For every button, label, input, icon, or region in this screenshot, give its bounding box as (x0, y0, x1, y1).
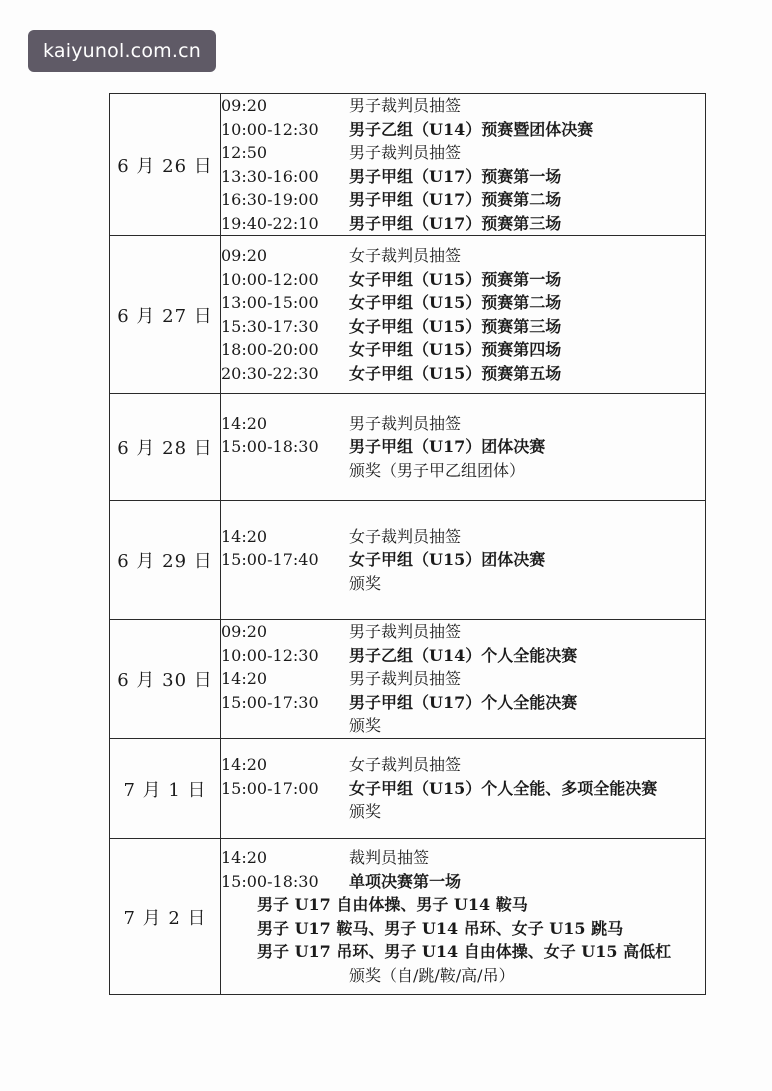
event-name: 男子乙组（U14）预赛暨团体决赛 (349, 119, 594, 139)
event-name: 单项决赛第一场 (349, 871, 462, 891)
schedule-row (110, 94, 706, 236)
event-name: 男子甲组（U17）预赛第二场 (349, 190, 562, 209)
event-time: 14:20 (221, 669, 268, 689)
date-cell: 7 月 2 日 (110, 839, 221, 995)
event-name: 男子裁判员抽签 (349, 669, 462, 689)
event-line (221, 212, 705, 236)
event-time: 14:20 (221, 413, 268, 433)
event-name: 男子甲组（U17）个人全能决赛 (349, 692, 578, 712)
event-line (221, 548, 705, 572)
event-time: 15:00-18:30 (221, 437, 319, 457)
events-cell (221, 236, 706, 394)
schedule-row (110, 501, 706, 620)
event-name: 男子裁判员抽签 (349, 622, 462, 642)
event-time: 10:00-12:30 (221, 119, 319, 139)
event-name: 裁判员抽签 (349, 848, 430, 867)
event-name: 颁奖 (349, 716, 382, 736)
event-name: 女子甲组（U15）预赛第二场 (349, 293, 562, 312)
date-cell: 7 月 1 日 (110, 739, 221, 839)
event-time: 16:30-19:00 (221, 190, 319, 209)
date-cell: 6 月 27 日 (110, 236, 221, 394)
event-line (221, 800, 705, 824)
event-line (221, 291, 705, 315)
event-time: 09:20 (221, 622, 268, 642)
event-line (221, 964, 705, 988)
event-name: 男子裁判员抽签 (349, 413, 462, 433)
schedule-row (110, 839, 706, 995)
event-name: 女子甲组（U15）预赛第四场 (349, 340, 562, 359)
event-time: 09:20 (221, 246, 268, 265)
schedule-row (110, 236, 706, 394)
event-name: 女子甲组（U15）团体决赛 (349, 550, 546, 570)
schedule-row (110, 620, 706, 739)
event-name: 颁奖 (349, 573, 382, 593)
event-time (221, 800, 349, 824)
event-line (221, 315, 705, 339)
date-cell: 6 月 26 日 (110, 94, 221, 236)
schedule-table (109, 93, 706, 995)
event-line (221, 714, 705, 738)
event-time: 15:00-17:40 (221, 550, 319, 570)
events-cell (221, 620, 706, 739)
event-line (221, 870, 705, 894)
event-line (221, 338, 705, 362)
event-subline: 男子 U17 吊环、男子 U14 自由体操、女子 U15 高低杠 (257, 942, 672, 961)
event-time: 15:00-18:30 (221, 871, 319, 891)
event-name: 女子甲组（U15）预赛第三场 (349, 316, 562, 336)
event-name: 女子裁判员抽签 (349, 526, 462, 546)
event-time: 15:00-17:30 (221, 692, 319, 712)
event-line (221, 572, 705, 596)
event-line (221, 667, 705, 691)
date-cell: 6 月 30 日 (110, 620, 221, 739)
event-name: 颁奖（自/跳/鞍/高/吊） (349, 965, 515, 985)
event-time: 10:00-12:30 (221, 645, 319, 665)
event-line (221, 459, 705, 483)
event-time: 14:20 (221, 848, 268, 867)
schedule-row (110, 394, 706, 501)
event-line (221, 141, 705, 165)
event-name: 男子甲组（U17）预赛第三场 (349, 213, 562, 233)
event-name: 男子甲组（U17）预赛第一场 (349, 166, 562, 186)
event-time: 13:00-15:00 (221, 293, 319, 312)
event-line (221, 268, 705, 292)
event-name: 颁奖（男子甲乙组团体） (349, 460, 526, 480)
event-line (221, 691, 705, 715)
event-line (221, 846, 705, 870)
event-line (221, 244, 705, 268)
event-name: 女子裁判员抽签 (349, 755, 462, 775)
event-name: 男子乙组（U14）个人全能决赛 (349, 645, 578, 665)
date-cell: 6 月 29 日 (110, 501, 221, 620)
schedule-row (110, 739, 706, 839)
event-name: 颁奖 (349, 802, 382, 822)
event-time: 15:30-17:30 (221, 316, 319, 336)
events-cell (221, 739, 706, 839)
date-cell: 6 月 28 日 (110, 394, 221, 501)
event-name: 男子裁判员抽签 (349, 96, 462, 115)
event-time (221, 714, 349, 738)
event-line (221, 753, 705, 777)
event-line (221, 620, 705, 644)
event-line (221, 94, 705, 118)
event-time: 19:40-22:10 (221, 213, 319, 233)
events-cell (221, 839, 706, 995)
event-time: 14:20 (221, 755, 268, 775)
event-line (221, 777, 705, 801)
event-time (221, 572, 349, 596)
events-cell (221, 394, 706, 501)
event-subline: 男子 U17 自由体操、男子 U14 鞍马 (257, 895, 528, 914)
event-time: 14:20 (221, 526, 268, 546)
event-line (221, 435, 705, 459)
event-name: 女子甲组（U15）预赛第一场 (349, 269, 562, 289)
event-time: 12:50 (221, 143, 268, 162)
event-name: 女子裁判员抽签 (349, 246, 462, 265)
event-time: 09:20 (221, 96, 268, 115)
event-line (221, 165, 705, 189)
event-line (221, 412, 705, 436)
event-time: 10:00-12:00 (221, 269, 319, 289)
events-cell (221, 94, 706, 236)
event-time: 13:30-16:00 (221, 166, 319, 186)
event-time (221, 459, 349, 483)
event-line (221, 362, 705, 386)
event-time: 15:00-17:00 (221, 778, 319, 798)
event-time: 18:00-20:00 (221, 340, 319, 359)
event-name: 女子甲组（U15）个人全能、多项全能决赛 (349, 778, 658, 798)
event-time: 20:30-22:30 (221, 363, 319, 383)
event-name: 男子甲组（U17）团体决赛 (349, 437, 546, 457)
events-cell (221, 501, 706, 620)
event-subline: 男子 U17 鞍马、男子 U14 吊环、女子 U15 跳马 (257, 918, 624, 938)
event-name: 女子甲组（U15）预赛第五场 (349, 363, 562, 383)
watermark-badge: kaiyunol.com.cn (28, 30, 216, 72)
event-line (221, 525, 705, 549)
event-line (221, 118, 705, 142)
event-time (221, 964, 349, 988)
event-name: 男子裁判员抽签 (349, 143, 462, 162)
event-line (221, 644, 705, 668)
event-line (221, 188, 705, 212)
